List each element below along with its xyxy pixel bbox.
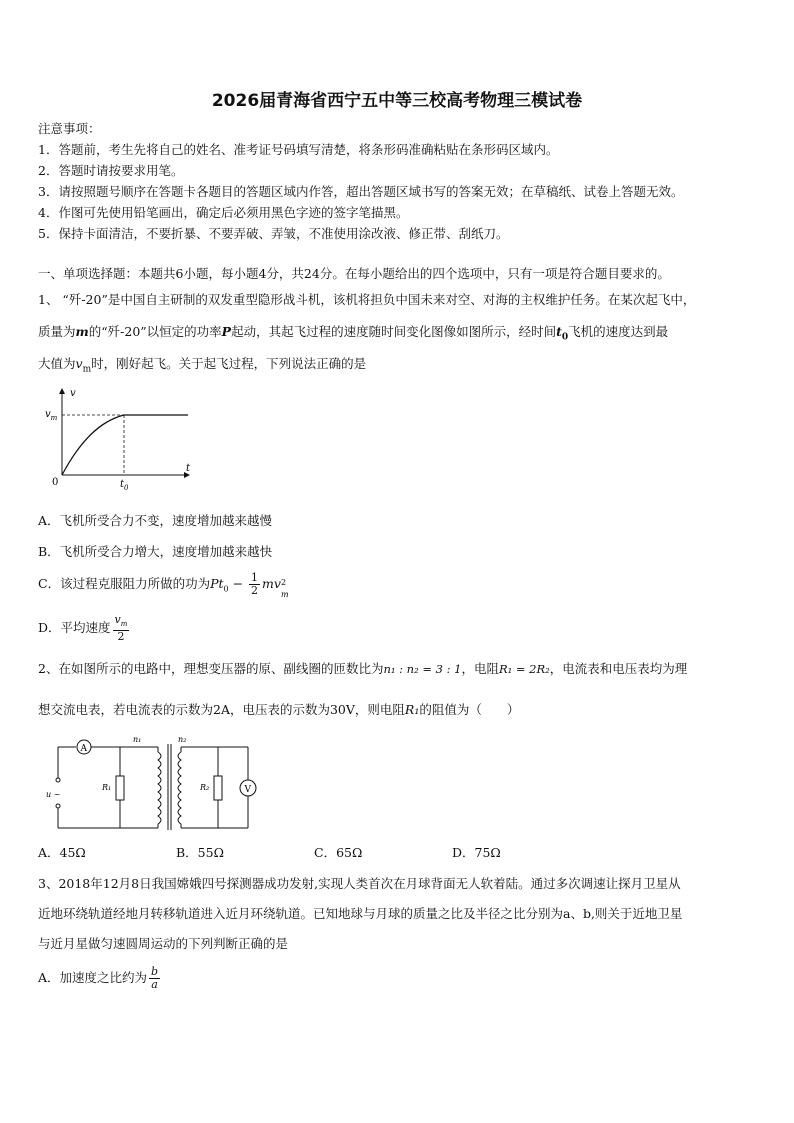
primary-coil: [158, 752, 161, 824]
question-2-line-1: 2、在如图所示的电路中，理想变压器的原、副线圈的匝数比为n₁ : n₂ = 3 : 1，电阻R₁ = 2R₂，电流表和电压表均为理: [38, 661, 688, 676]
q3-option-a: A．加速度之比约为 $\frac{b}{a}$: [38, 965, 159, 991]
q1-option-a: A．飞机所受合力不变，速度增加越来越慢: [38, 513, 273, 528]
r2-resistor: [214, 776, 222, 800]
origin-label: 0: [52, 477, 59, 488]
r1-label: R₁: [102, 783, 112, 792]
voltmeter-label: V: [244, 785, 251, 795]
transformer-circuit-diagram: [40, 732, 265, 832]
question-3-line-2: 近地环绕轨道经地月转移轨道进入近月环绕轨道。已知地球与月球的质量之比及半径之比分别为a、b,则关于近地卫星: [38, 906, 683, 921]
question-3-line-3: 与近月星做匀速圆周运动的下列判断正确的是: [38, 936, 289, 951]
r1-resistor: [116, 776, 124, 800]
q1-option-d: D．平均速度 $\frac{v_m}{2}$: [38, 613, 128, 644]
ammeter-label: A: [80, 744, 87, 754]
q2-option-a: A．45Ω: [38, 845, 86, 860]
velocity-curve: [62, 415, 188, 475]
notice-item: 4．作图可先使用铅笔画出，确定后必须用黑色字迹的签字笔描黑。: [38, 205, 409, 220]
r2-label: R₂: [200, 783, 210, 792]
v-axis-label: v: [70, 388, 76, 399]
n2-label: n₂: [178, 735, 187, 744]
velocity-time-graph: [40, 386, 200, 491]
q1-option-c: C．该过程克服阻力所做的功为$Pt_0$ − $\frac{1}{2}$ mv 2 m: [38, 571, 289, 599]
t-axis-label: t: [186, 463, 191, 474]
q2-option-c: C．65Ω: [314, 845, 363, 860]
q1-option-b: B．飞机所受合力增大，速度增加越来越快: [38, 544, 273, 559]
notice-item: 1．答题前，考生先将自己的姓名、准考证号码填写清楚，将条形码准确粘贴在条形码区域内。: [38, 142, 559, 157]
source-label: u ~: [46, 790, 61, 799]
notice-item: 5．保持卡面清洁，不要折暴、不要弄破、弄皱，不准使用涂改液、修正带、刮纸刀。: [38, 226, 509, 241]
q2-option-b: B．55Ω: [176, 845, 224, 860]
secondary-coil: [178, 752, 181, 824]
notice-item: 2．答题时请按要求用笔。: [38, 163, 184, 178]
n1-label: n₁: [133, 735, 142, 744]
q2-option-d: D．75Ω: [452, 845, 501, 860]
notice-item: 3．请按照题号顺序在答题卡各题目的答题区域内作答，超出答题区域书写的答案无效；在草稿纸、试卷上答题无效。: [38, 184, 684, 199]
question-3-line-1: 3、2018年12月8日我国嫦娥四号探测器成功发射,实现人类首次在月球背面无人软着陆。通过多次调速让探月卫星从: [38, 876, 681, 891]
question-1-line-1: 1、 “歼-20”是中国自主研制的双发重型隐形战斗机，该机将担负中国未来对空、对海的主权维护任务。在某次起飞中，: [38, 292, 696, 307]
question-1-line-3: 大值为$v_m$时，刚好起飞。关于起飞过程，下列说法正确的是: [38, 356, 367, 375]
page-title: 2026届青海省西宁五中等三校高考物理三模试卷: [211, 91, 583, 111]
question-2-line-2: 想交流电表，若电流表的示数为2A，电压表的示数为30V，则电阻R₁的阻值为（ ）: [38, 702, 520, 717]
t0-label: $t_0$: [120, 479, 129, 491]
question-1-line-2: 质量为m的“歼-20”以恒定的功率P起动，其起飞过程的速度随时间变化图像如图所示，经时间$t_0$飞机的速度达到最: [38, 324, 669, 343]
vm-label: $v_m$: [45, 409, 58, 422]
section-heading: 一、单项选择题：本题共6小题，每小题4分，共24分。在每小题给出的四个选项中，只有一项是符合题目要求的。: [38, 266, 670, 281]
notice-heading: 注意事项：: [38, 121, 101, 136]
